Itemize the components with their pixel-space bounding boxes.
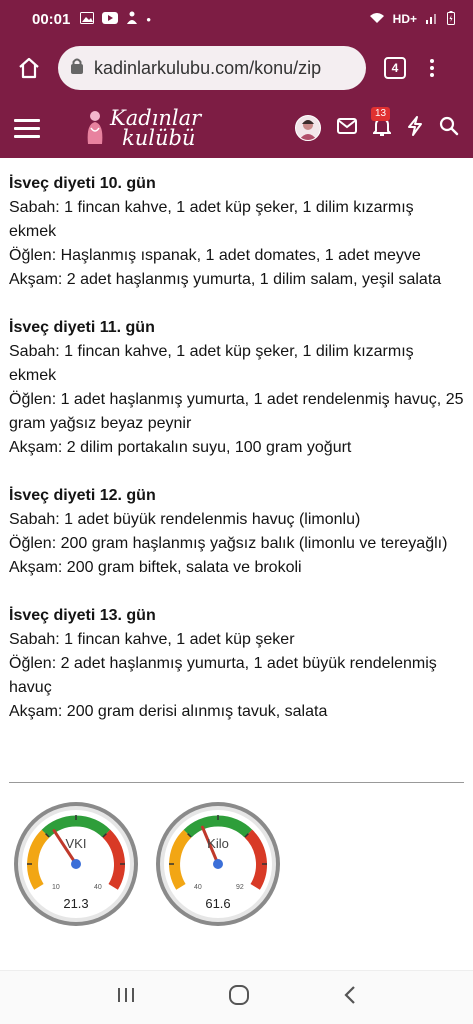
meal-line: Sabah: 1 fincan kahve, 1 adet küp şeker, 1 dilim kızarmış ekmek [9,199,414,240]
status-time: 00:01 [32,10,71,28]
logo-line-1: Kadınlar [110,106,202,130]
logo-line-2: kulübü [122,126,196,150]
home-nav-button[interactable] [228,984,250,1011]
tab-switcher-button[interactable]: 4 [384,57,406,79]
more-notifications-dot-icon: • [146,11,151,27]
battery-icon [447,11,455,28]
meal-line: Öğlen: Haşlanmış ıspanak, 1 adet domates, 1 adet meyve [9,247,421,264]
diet-day-section [9,316,464,460]
menu-dot-icon [430,59,434,63]
signal-icon [425,12,439,27]
gauge-min: 40 [194,884,202,891]
meal-line: Akşam: 200 gram derisi alınmış tavuk, salata [9,703,328,720]
search-button[interactable] [439,116,459,141]
site-header [0,98,473,158]
diet-day-title: İsveç diyeti 13. gün [9,607,156,624]
notifications-button[interactable] [373,107,391,141]
browser-toolbar [0,38,473,98]
back-button[interactable] [343,985,357,1010]
user-avatar-icon [296,116,320,140]
home-icon [17,56,41,80]
logo-text [110,108,201,148]
diet-day-section [9,172,464,292]
status-bar [0,0,473,38]
gauge-label: VKI [65,836,87,851]
logo-figure-icon [84,110,106,146]
notification-badge: 13 [371,107,390,121]
hamburger-menu-button[interactable] [14,119,40,138]
menu-bar-icon [14,135,40,138]
diet-day-title: İsveç diyeti 12. gün [9,487,156,504]
menu-bar-icon [14,127,40,130]
gauge-value: 61.6 [205,896,231,911]
menu-dot-icon [430,73,434,77]
diet-day-section [9,484,464,580]
meal-line: Akşam: 2 dilim portakalın suyu, 100 gram yoğurt [9,439,352,456]
home-circle-icon [228,984,250,1006]
home-button[interactable] [14,53,44,83]
recent-apps-icon [116,986,136,1004]
weight-gauge [154,800,282,928]
url-text: kadinlarkulubu.com/konu/zip [94,57,322,78]
signature-divider [9,782,464,783]
meal-line: Akşam: 200 gram biftek, salata ve brokoli [9,559,302,576]
status-right [369,11,455,28]
app-notification-icon [126,11,138,28]
back-chevron-icon [343,985,357,1005]
youtube-notification-icon [102,12,118,27]
gauge-value: 21.3 [63,896,89,911]
envelope-icon [337,118,357,134]
bmi-gauge [12,800,140,928]
lightning-icon [407,116,423,136]
site-logo[interactable] [84,108,201,148]
wifi-icon [369,12,385,27]
gauge-min: 10 [52,884,60,891]
search-icon [439,116,459,136]
signature-gauges [12,800,282,928]
meal-line: Öğlen: 1 adet haşlanmış yumurta, 1 adet rendelenmiş havuç, 25 gram yağsız beyaz peynir [9,391,464,432]
meal-line: Öğlen: 2 adet haşlanmış yumurta, 1 adet büyük rendelenmiş havuç [9,655,437,696]
gauge-max: 40 [94,884,102,891]
address-bar[interactable] [58,46,366,90]
menu-dot-icon [430,66,434,70]
meal-line: Akşam: 2 adet haşlanmış yumurta, 1 dilim salam, yeşil salata [9,271,442,288]
avatar[interactable] [295,115,321,141]
meal-line: Sabah: 1 adet büyük rendelenmis havuç (limonlu) [9,511,361,528]
menu-bar-icon [14,119,40,122]
diet-day-title: İsveç diyeti 11. gün [9,319,155,336]
system-nav-bar [0,970,473,1024]
network-type: HD+ [392,12,417,26]
whats-new-button[interactable] [407,116,423,141]
post-content [9,172,464,748]
diet-day-section [9,604,464,724]
gallery-notification-icon [80,12,94,27]
messages-button[interactable] [337,118,357,139]
meal-line: Sabah: 1 fincan kahve, 1 adet küp şeker, 1 dilim kızarmış ekmek [9,343,414,384]
browser-menu-button[interactable] [430,59,434,77]
meal-line: Öğlen: 200 gram haşlanmış yağsız balık (limonlu ve tereyağlı) [9,535,448,552]
meal-line: Sabah: 1 fincan kahve, 1 adet küp şeker [9,631,295,648]
recent-apps-button[interactable] [116,986,136,1009]
gauge-label: Kilo [207,836,229,851]
diet-day-title: İsveç diyeti 10. gün [9,175,156,192]
lock-icon [70,57,84,80]
header-actions [295,107,459,141]
gauge-max: 92 [236,884,244,891]
